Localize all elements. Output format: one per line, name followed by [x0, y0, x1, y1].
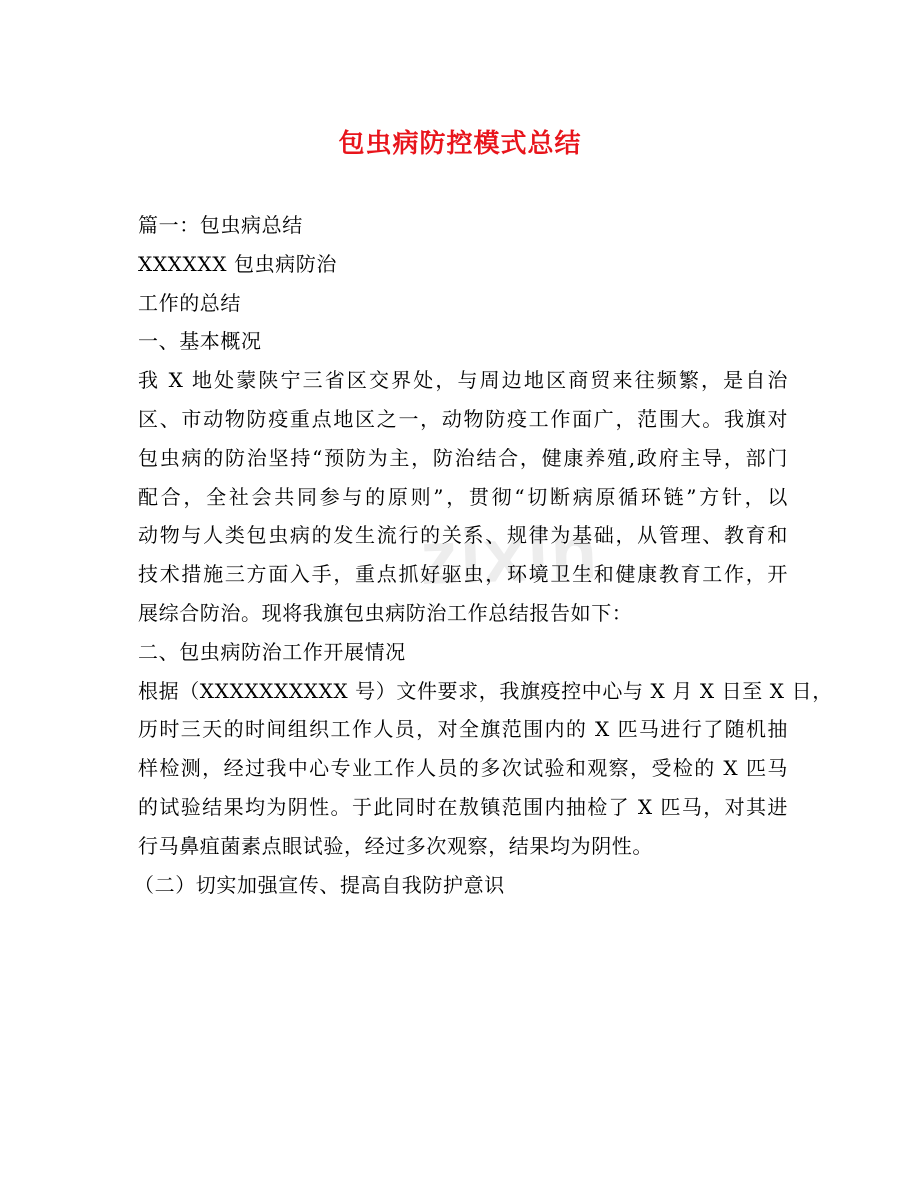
paragraph-line: 根据（XXXXXXXXXX 号）文件要求，我旗疫控中心与 X 月 X 日至 X 日，: [138, 678, 833, 703]
paragraph-line: 历时三天的时间组织工作人员，对全旗范围内的 X 匹马进行了随机抽: [138, 717, 788, 742]
paragraph-line: 技术措施三方面入手，重点抓好驱虫，环境卫生和健康教育工作，开: [138, 562, 788, 587]
paragraph-line: 包虫病的防治坚持“预防为主，防治结合，健康养殖,政府主导，部门: [138, 445, 788, 470]
section-heading: 二、包虫病防治工作开展情况: [138, 639, 406, 664]
paragraph-line: 配合，全社会共同参与的原则”，贯彻“切断病原循环链”方针，以: [138, 484, 788, 509]
watermark: zixin: [418, 509, 601, 602]
paragraph-line: 的试验结果均为阴性。于此同时在敖镇范围内抽检了 X 匹马，对其进: [138, 794, 788, 819]
paragraph-line: 样检测，经过我中心专业工作人员的多次试验和观察，受检的 X 匹马: [138, 756, 788, 781]
document-title: 包虫病防控模式总结: [338, 129, 582, 159]
paragraph-line: 我 X 地处蒙陕宁三省区交界处，与周边地区商贸来往频繁，是自治: [138, 368, 788, 393]
paragraph-line: 展综合防治。现将我旗包虫病防治工作总结报告如下：: [138, 600, 633, 625]
paragraph-line: 行马鼻疽菌素点眼试验，经过多次观察，结果均为阴性。: [138, 833, 653, 858]
section-heading: （二）切实加强宣传、提高自我防护意识: [134, 872, 505, 897]
section-heading: 篇一：包虫病总结: [138, 213, 303, 237]
paragraph-line: XXXXXX 包虫病防治: [138, 251, 337, 276]
paragraph-line: 动物与人类包虫病的发生流行的关系、规律为基础，从管理、教育和: [138, 523, 788, 548]
document-body: [134, 206, 833, 904]
paragraph-line: 工作的总结: [138, 290, 241, 315]
paragraph-line: 区、市动物防疫重点地区之一，动物防疫工作面广，范围大。我旗对: [138, 406, 788, 431]
section-heading: 一、基本概况: [138, 329, 262, 354]
